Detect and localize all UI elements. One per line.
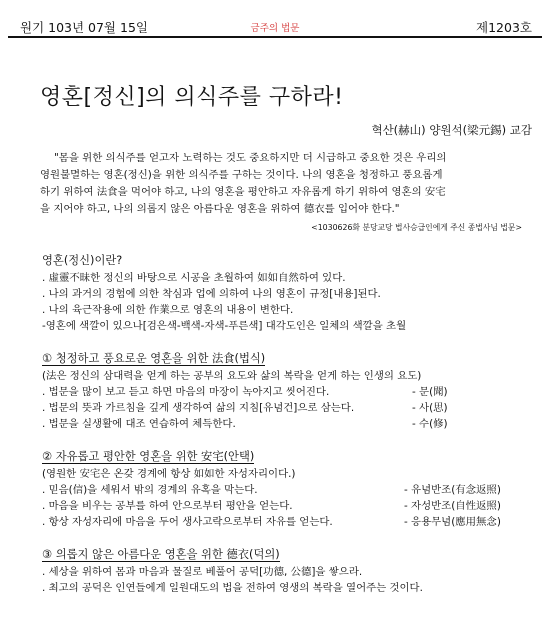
quote-line: 을 지어야 하고, 나의 의롭지 않은 아름다운 영혼을 위하여 德衣를 입어야 한다." bbox=[40, 203, 400, 215]
list-item bbox=[42, 400, 534, 416]
list-item-text: . 믿음(信)을 세워서 밖의 경계의 유혹을 막는다. bbox=[42, 484, 258, 496]
list-item bbox=[42, 498, 534, 514]
section-title bbox=[42, 448, 534, 466]
section-title bbox=[42, 546, 534, 564]
list-item bbox=[42, 384, 534, 400]
list-item-text: . 마음을 비우는 공부를 하여 안으로부터 평안을 얻는다. bbox=[42, 500, 293, 512]
list-item bbox=[42, 368, 534, 384]
section-tag: 금주의 법문 bbox=[250, 23, 300, 34]
list-item: . 虛靈不昧한 정신의 바탕으로 시공을 초월하여 如如自然하여 있다. bbox=[42, 272, 346, 284]
list-item-text: (法은 정신의 삼대력을 얻게 하는 공부의 요도와 삶의 복락을 얻게 하는 인생의 요도) bbox=[42, 370, 422, 382]
list-item-text: (영원한 安宅은 온갖 경계에 항상 如如한 자성자리이다.) bbox=[42, 468, 296, 480]
quote-line: 영원불멸하는 영혼(정신)을 위한 의식주를 구하는 것이다. 나의 영혼을 청정하고 풍요롭게 bbox=[40, 169, 443, 181]
list-item-tag: - 사(思) bbox=[412, 402, 448, 414]
issue-number: 제1203호 bbox=[476, 20, 532, 35]
list-item bbox=[42, 482, 534, 498]
quote-block bbox=[40, 150, 528, 218]
section-title-text: ③ 의롭지 않은 아름다운 영혼을 위한 德衣(덕의) bbox=[42, 548, 280, 561]
list-item: . 세상을 위하여 몸과 마음과 물질로 베풀어 공덕[功德, 公德]을 쌓으라. bbox=[42, 566, 363, 578]
list-item-text: . 법문을 많이 보고 듣고 하면 마음의 마장이 녹아지고 씻어진다. bbox=[42, 386, 330, 398]
list-item-tag: - 응용무념(應用無念) bbox=[404, 516, 501, 528]
list-item: . 나의 과거의 경험에 의한 착심과 업에 의하여 나의 영혼이 규정[내용]된다. bbox=[42, 288, 381, 300]
list-item-text: . 항상 자성자리에 마음을 두어 생사고락으로부터 자유를 얻는다. bbox=[42, 516, 333, 528]
list-item-tag: - 유념반조(有念返照) bbox=[404, 484, 501, 496]
author-line: 혁산(赫山) 양원석(梁元錫) 교감 bbox=[371, 123, 532, 137]
section-title bbox=[42, 350, 534, 368]
quote-line: "몸을 위한 의식주를 얻고자 노력하는 것도 중요하지만 더 시급하고 중요한 것은 우리의 bbox=[54, 152, 447, 164]
page-title: 영혼[정신]의 의식주를 구하라! bbox=[40, 85, 344, 110]
section-soul-definition bbox=[42, 252, 534, 334]
section-title: 영혼(정신)이란? bbox=[42, 254, 123, 267]
section-title-text: ② 자유롭고 평안한 영혼을 위한 安宅(안택) bbox=[42, 450, 255, 463]
list-item bbox=[42, 416, 534, 432]
list-item: . 나의 육근작용에 의한 作業으로 영혼의 내용이 변한다. bbox=[42, 304, 294, 316]
list-item-tag: - 문(聞) bbox=[412, 386, 448, 398]
newsletter-header bbox=[8, 14, 542, 38]
list-item-tag: - 수(修) bbox=[412, 418, 448, 430]
list-item bbox=[42, 514, 534, 530]
list-item-tag: - 자성반조(自性返照) bbox=[404, 500, 501, 512]
section-virtue-clothing bbox=[42, 546, 534, 596]
list-item: . 최고의 공덕은 인연들에게 일원대도의 법을 전하여 영생의 복락을 열어주는 것이다. bbox=[42, 582, 423, 594]
list-item-text: . 법문을 실생활에 대조 연습하여 체득한다. bbox=[42, 418, 236, 430]
section-dharma-food bbox=[42, 350, 534, 432]
quote-source: <1030626화 분당교당 법사승급인에게 주신 종법사님 법문> bbox=[311, 223, 522, 232]
list-item bbox=[42, 466, 534, 482]
quote-line: 하기 위하여 法食을 먹어야 하고, 나의 영혼을 평안하고 자유롭게 하기 위하여 영혼의 安宅 bbox=[40, 186, 446, 198]
list-item: -영혼에 색깔이 있으나[검은색-백색-자색-푸른색] 대각도인은 일체의 색깔을 초월 bbox=[42, 320, 407, 332]
section-title-text: ① 청정하고 풍요로운 영혼을 위한 法食(법식) bbox=[42, 352, 266, 365]
list-item-text: . 법문의 뜻과 가르침을 깊게 생각하여 삶의 지침[유념건]으로 삼는다. bbox=[42, 402, 355, 414]
section-safe-house bbox=[42, 448, 534, 530]
issue-date: 원기 103년 07월 15일 bbox=[20, 20, 148, 35]
